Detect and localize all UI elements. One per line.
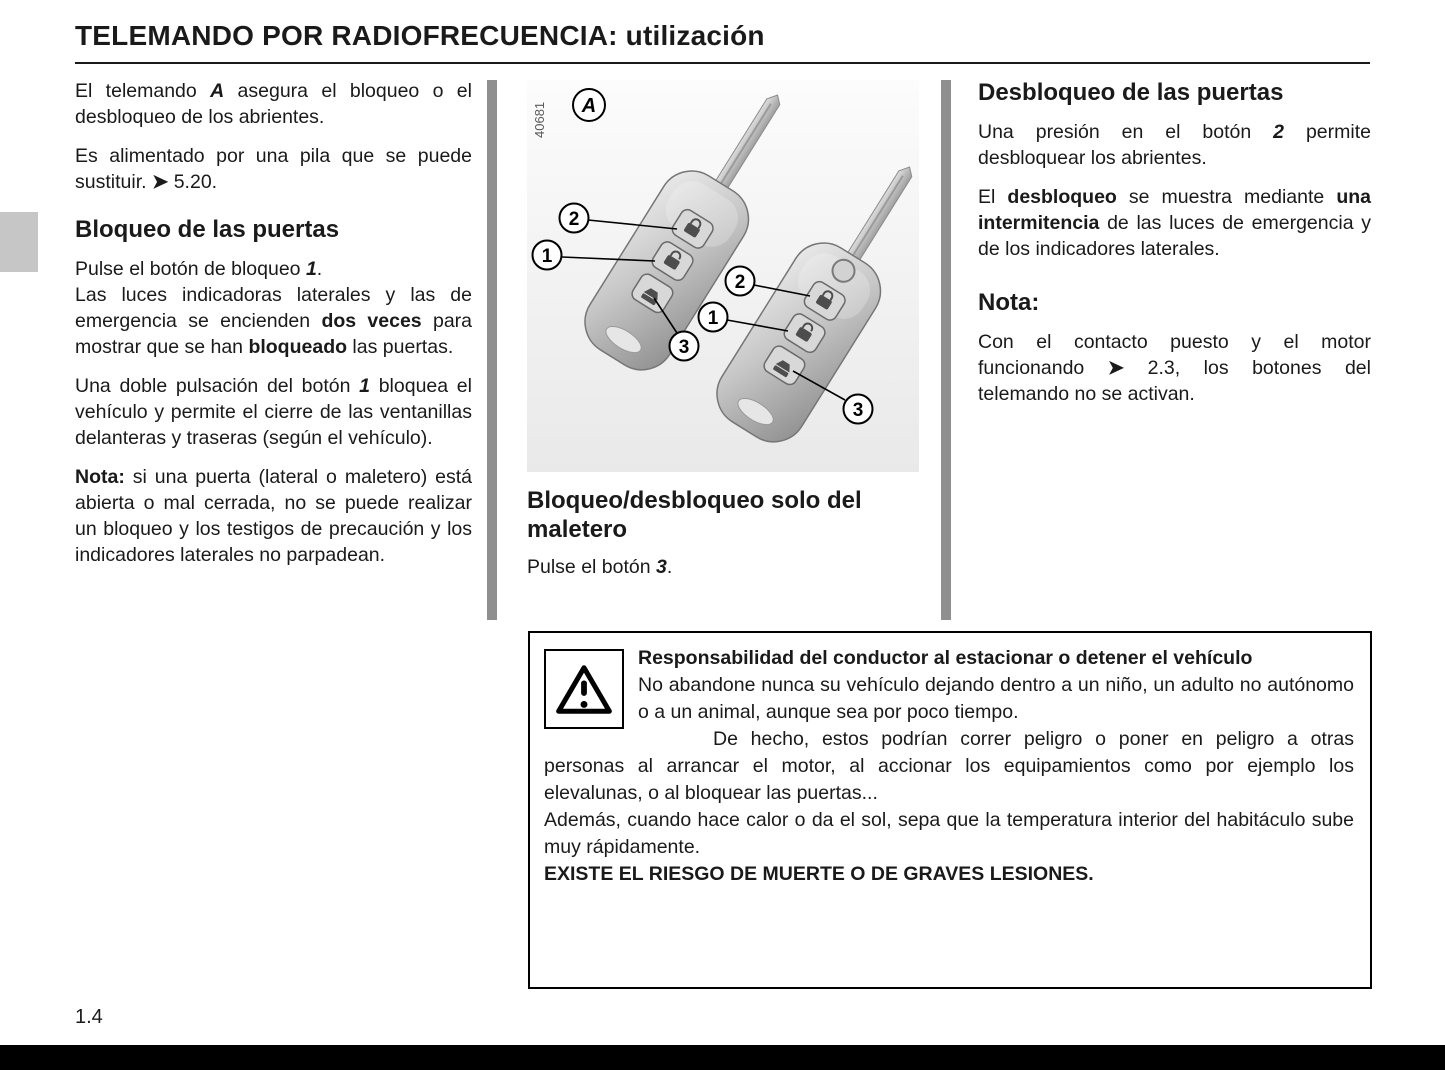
remote-key-figure	[527, 80, 919, 472]
column-divider	[941, 80, 951, 620]
key-fob-illustration	[527, 80, 919, 472]
text-run: Pulse el botón	[527, 556, 657, 578]
indicator-lights-paragraph	[75, 282, 472, 360]
callout-1-right	[699, 303, 728, 332]
battery-paragraph	[75, 143, 472, 195]
lock-instruction-paragraph	[75, 256, 472, 282]
section-heading-boot-only: Bloqueo/desbloqueo solo del maletero	[527, 487, 862, 543]
emphasis-text: dos veces	[321, 310, 422, 332]
text-run: bloquea el vehículo y permite el cierre de las ventanillas delanteras y traseras (según el vehículo).	[75, 375, 472, 449]
text-run: .	[316, 258, 323, 280]
callout-2-left	[560, 204, 589, 233]
warning-title: Responsabilidad del conductor al estacionar o detener el vehículo	[638, 647, 1253, 669]
text-run: El telemando	[75, 80, 211, 102]
note-heading: Nota:	[978, 289, 1040, 316]
text-run: Con el contacto puesto y el motor funcionando	[978, 331, 1371, 379]
cross-reference-arrow-icon: ➤	[151, 171, 169, 193]
section-heading-door-unlocking: Desbloqueo de las puertas	[978, 79, 1284, 106]
callout-1-left	[533, 241, 562, 270]
unlock-instruction-paragraph	[978, 119, 1371, 171]
text-run: si una puerta (lateral o maletero) está abierta o mal cerrada, no se puede realizar un bloqueo y los testigos de precaución y los indicadores laterales no parpadean.	[75, 466, 472, 566]
boot-instruction-paragraph	[527, 554, 919, 580]
page-title: TELEMANDO POR RADIOFRECUENCIA: utilización	[75, 20, 765, 51]
warning-triangle-icon	[544, 649, 624, 729]
emphasis-text: desbloqueo	[1007, 186, 1117, 208]
button-ref-1: 1	[359, 375, 371, 397]
footer-bar	[0, 1045, 1445, 1070]
left-column	[75, 78, 472, 581]
column-divider	[487, 80, 497, 620]
intro-paragraph	[75, 78, 472, 130]
warning-paragraph: No abandone nunca su vehículo dejando dentro a un niño, un adulto no autónomo o a un animal, aunque sea por poco tiempo.	[638, 674, 1354, 723]
note-label: Nota:	[75, 466, 125, 488]
callout-2-right	[726, 267, 755, 296]
text-run: permite desbloquear los abrientes.	[978, 121, 1371, 169]
right-column	[978, 78, 1371, 420]
text-run: 2.3, los botones del telemando no se activan.	[978, 357, 1371, 405]
engine-running-note-paragraph	[978, 329, 1371, 407]
figure-photo-id: 40681	[532, 101, 547, 138]
section-heading-door-locking: Bloqueo de las puertas	[75, 216, 340, 243]
callout-a	[573, 89, 605, 121]
warning-danger-statement: EXISTE EL RIESGO DE MUERTE O DE GRAVES LESIONES.	[544, 863, 1094, 885]
callout-a-label: A	[581, 95, 597, 117]
middle-column	[527, 80, 919, 593]
unlock-indication-paragraph	[978, 184, 1371, 262]
double-press-paragraph	[75, 373, 472, 451]
button-ref-2: 2	[1273, 121, 1285, 143]
emphasis-text: bloqueado	[248, 336, 348, 358]
page-number: 1.4	[75, 1006, 103, 1028]
remote-ref-a: A	[210, 80, 225, 102]
text-run: Las luces indicadoras laterales y las de emergencia se encienden	[75, 284, 472, 332]
callout-label: 1	[541, 246, 553, 267]
text-run: Una presión en el botón	[978, 121, 1274, 143]
button-ref-1: 1	[305, 258, 317, 280]
text-run: Pulse el botón de bloqueo	[75, 258, 306, 280]
section-tab-marker	[0, 212, 38, 272]
text-run: Una doble pulsación del botón	[75, 375, 360, 397]
text-run: .	[666, 556, 673, 578]
emphasis-text: una intermitencia	[978, 186, 1371, 234]
callout-label: 2	[734, 272, 746, 293]
warning-paragraph: Además, cuando hace calor o da el sol, sepa que la temperatura interior del habitáculo sube muy rápidamente.	[544, 809, 1354, 858]
text-run: se muestra mediante	[1116, 186, 1337, 208]
callout-label: 2	[568, 209, 580, 230]
callout-3-right	[844, 395, 873, 424]
text-run: de las luces de emergencia y de los indicadores laterales.	[978, 212, 1371, 260]
title-rule	[75, 62, 1370, 64]
warning-paragraph: De hecho, estos podrían correr peligro o poner en peligro a otras personas al arrancar el motor, al accionar los equipamientos como por ejemplo los elevalunas, o al bloquear las puertas...	[544, 728, 1354, 804]
note-paragraph	[75, 464, 472, 568]
callout-3-left	[670, 332, 699, 361]
text-run: asegura el bloqueo o el desbloqueo de los abrientes.	[75, 80, 472, 128]
button-ref-3: 3	[656, 556, 667, 578]
text-run: para mostrar que se han	[75, 310, 472, 358]
callout-label: 3	[852, 400, 864, 421]
text-run: 5.20.	[168, 171, 218, 193]
callout-label: 3	[678, 337, 690, 358]
driver-responsibility-warning-box	[528, 631, 1372, 989]
callout-label: 1	[707, 308, 719, 329]
text-run: Es alimentado por una pila que se puede sustituir.	[75, 145, 472, 193]
text-run: El	[978, 186, 1008, 208]
text-run: las puertas.	[347, 336, 454, 358]
cross-reference-arrow-icon: ➤	[1107, 357, 1125, 379]
